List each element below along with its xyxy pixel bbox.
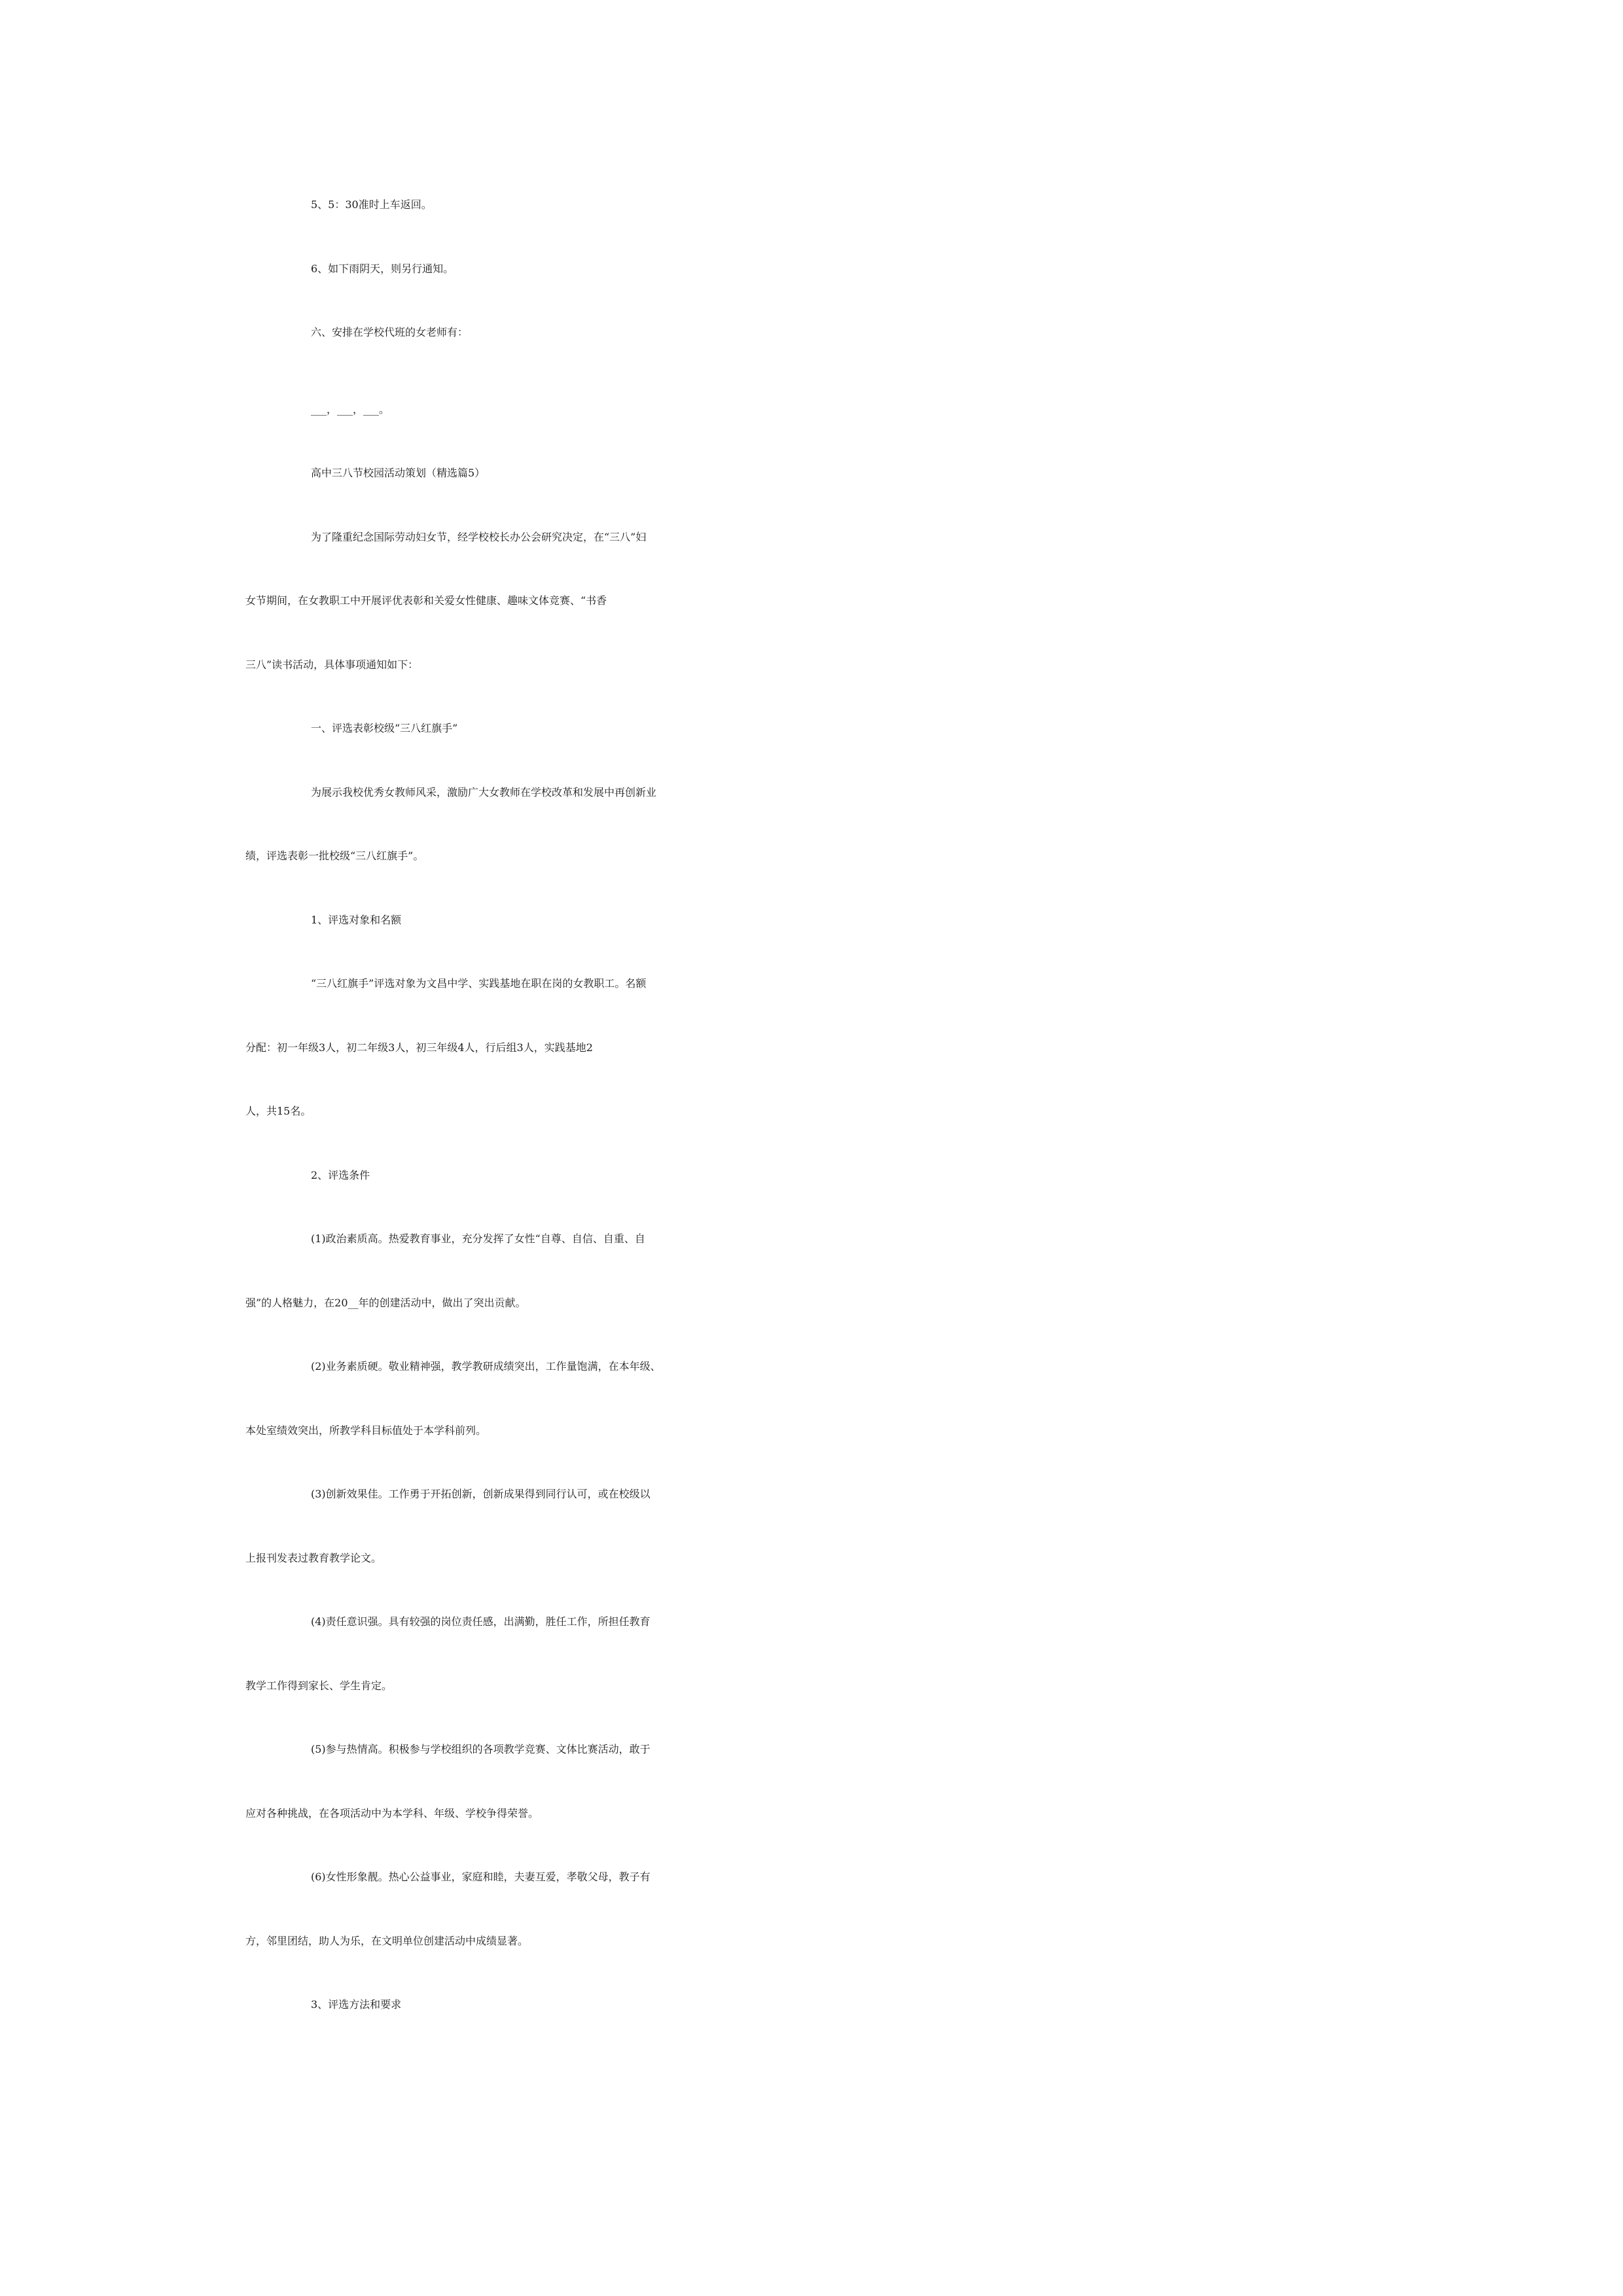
quota-paragraph-line-2: 分配：初一年级3人，初二年级3人，初三年级4人，行后组3人，实践基地2 bbox=[245, 1041, 593, 1054]
criterion-5-line-2: 应对各种挑战，在各项活动中为本学科、年级、学校争得荣誉。 bbox=[245, 1806, 539, 1820]
subheading-quota: 1、评选对象和名额 bbox=[311, 913, 402, 926]
line-return-time: 5、5：30准时上车返回。 bbox=[311, 198, 432, 211]
article-title: 高中三八节校园活动策划（精选篇5） bbox=[311, 467, 486, 479]
section-heading-1: 一、评选表彰校级“三八红旗手” bbox=[311, 722, 458, 734]
criterion-4-line-1: (4)责任意识强。具有较强的岗位责任感，出满勤，胜任工作，所担任教育 bbox=[311, 1615, 651, 1628]
purpose-paragraph-line-1: 为展示我校优秀女教师风采，激励广大女教师在学校改革和发展中再创新业 bbox=[311, 785, 657, 798]
criterion-5-line-1: (5)参与热情高。积极参与学校组织的各项教学竞赛、文体比赛活动，敢于 bbox=[311, 1743, 651, 1755]
criterion-1-line-1: (1)政治素质高。热爱教育事业，充分发挥了女性“自尊、自信、自重、自 bbox=[311, 1232, 645, 1245]
criterion-3-line-2: 上报刊发表过教育教学论文。 bbox=[245, 1551, 382, 1564]
subheading-method: 3、评选方法和要求 bbox=[311, 1998, 402, 2011]
line-blank-names: ___，___，___。 bbox=[311, 403, 390, 416]
intro-paragraph-line-3: 三八”读书活动，具体事项通知如下： bbox=[245, 658, 419, 671]
document-body bbox=[245, 196, 1384, 2060]
quota-paragraph-line-3: 人，共15名。 bbox=[245, 1105, 312, 1117]
criterion-2-line-1: (2)业务素质硬。敬业精神强，教学教研成绩突出，工作量饱满，在本年级、 bbox=[311, 1360, 661, 1372]
purpose-paragraph-line-2: 绩，评选表彰一批校级“三八红旗手”。 bbox=[245, 850, 424, 862]
criterion-4-line-2: 教学工作得到家长、学生肯定。 bbox=[245, 1679, 393, 1692]
subheading-criteria: 2、评选条件 bbox=[311, 1168, 370, 1181]
intro-paragraph-line-1: 为了隆重纪念国际劳动妇女节，经学校校长办公会研究决定，在“三八”妇 bbox=[311, 530, 647, 543]
section-heading-substitute-teachers: 六、安排在学校代班的女老师有： bbox=[311, 326, 469, 338]
criterion-3-line-1: (3)创新效果佳。工作勇于开拓创新，创新成果得到同行认可，或在校级以 bbox=[311, 1488, 651, 1500]
quota-paragraph-line-1: “三八红旗手”评选对象为文昌中学、实践基地在职在岗的女教职工。名额 bbox=[311, 977, 647, 990]
criterion-6-line-2: 方，邻里团结，助人为乐，在文明单位创建活动中成绩显著。 bbox=[245, 1934, 529, 1947]
criterion-1-line-2: 强”的人格魅力，在20__年的创建活动中，做出了突出贡献。 bbox=[245, 1296, 526, 1309]
line-rain-notice: 6、如下雨阴天，则另行通知。 bbox=[311, 262, 454, 275]
intro-paragraph-line-2: 女节期间，在女教职工中开展评优表彰和关爱女性健康、趣味文体竞赛、“书香 bbox=[245, 594, 607, 607]
criterion-6-line-1: (6)女性形象靓。热心公益事业，家庭和睦，夫妻互爱，孝敬父母，教子有 bbox=[311, 1871, 651, 1883]
criterion-2-line-2: 本处室绩效突出，所教学科目标值处于本学科前列。 bbox=[245, 1424, 487, 1437]
